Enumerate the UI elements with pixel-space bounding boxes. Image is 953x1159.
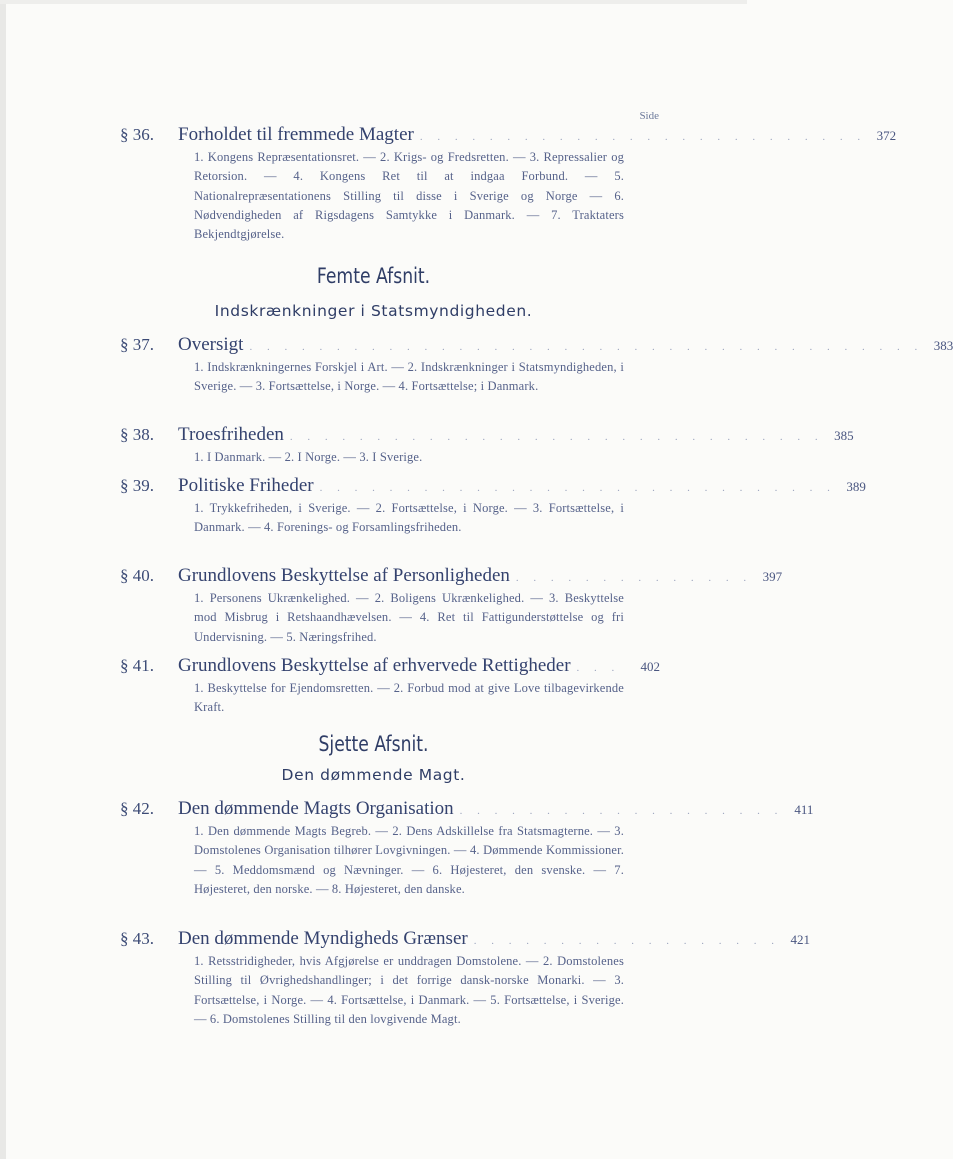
section-title: Den dømmende Magts Organisation bbox=[178, 798, 454, 819]
leader-dots: . . . . . . . . . . . . . . . . . . . . . . . . . . bbox=[419, 131, 867, 143]
page-number: 402 bbox=[640, 659, 660, 674]
page-number: 389 bbox=[846, 479, 866, 494]
toc-entry bbox=[120, 334, 953, 397]
toc-entry bbox=[120, 424, 854, 467]
toc-entry bbox=[120, 798, 814, 899]
section-summary: 1. Indskrænkningernes Forskjel i Art. — 2. Indskrænkninger i Statsmyndigheden, i Sverige. — 3. Fortsættelse, i Norge. — 4. Fortsættelse; i Danmark. bbox=[194, 360, 624, 394]
leader-dots: . . . . . . . . . . . . . . bbox=[515, 572, 753, 584]
toc-entry-header bbox=[120, 475, 866, 499]
page-number: 411 bbox=[794, 802, 814, 817]
toc-entry-header bbox=[120, 334, 953, 358]
section-summary: 1. Beskyttelse for Ejendomsretten. — 2. Forbud mod at give Love tilbagevirkende Kraft. bbox=[194, 681, 624, 715]
section-number: § 36. bbox=[120, 125, 154, 144]
part-subheading: Den dømmende Magt. bbox=[281, 766, 466, 784]
section-title: Oversigt bbox=[178, 334, 244, 355]
section-summary: 1. Den dømmende Magts Begreb. — 2. Dens Adskillelse fra Statsmagterne. — 3. Domstolenes Organisation tilhører Lovgivningen. — 4. Dømmende Kommissioner. — 5. Meddomsmænd og Nævninger. — 6. Højesteret, den svenske. — 7. Højesteret, den norske. — 8. Højesteret, den danske. bbox=[194, 824, 624, 896]
part-heading: Femte Afsnit. bbox=[316, 264, 431, 288]
leader-dots: . . . bbox=[576, 662, 621, 674]
section-summary: 1. Retsstridigheder, hvis Afgjørelse er unddragen Domstolene. — 2. Domstolenes Stilling til Øvrighedshandlinger; i det forrige dansk-norske Monarki. — 3. Fortsættelse, i Norge. — 4. Fortsættelse, i Danmark. — 5. Fortsættelse, i Sverige. — 6. Domstolenes Stilling til den lovgivende Magt. bbox=[194, 954, 624, 1026]
page-number: 385 bbox=[834, 428, 854, 443]
leader-dots: . . . . . . . . . . . . . . . . . . . bbox=[459, 805, 784, 817]
leader-dots: . . . . . . . . . . . . . . . . . . . . . . . . . . . . . . . . . . . . . . . bbox=[249, 341, 924, 353]
section-number: § 37. bbox=[120, 335, 154, 354]
page-number: 397 bbox=[762, 569, 783, 584]
section-title: Forholdet til fremmede Magter bbox=[178, 124, 414, 145]
part-subheading: Indskrænkninger i Statsmyndigheden. bbox=[214, 302, 533, 320]
section-title: Grundlovens Beskyttelse af Personligheden bbox=[178, 565, 510, 586]
toc-entry-header bbox=[120, 928, 810, 952]
toc-entry-header bbox=[120, 798, 814, 822]
leader-dots: . . . . . . . . . . . . . . . . . . . . . . . . . . . . . . bbox=[319, 482, 836, 494]
toc-entry bbox=[120, 475, 866, 538]
section-summary: 1. Trykkefriheden, i Sverige. — 2. Fortsættelse, i Norge. — 3. Fortsættelse, i Danmark. — 4. Forenings- og Forsamlingsfriheden. bbox=[194, 501, 624, 535]
section-number: § 39. bbox=[120, 476, 154, 495]
section-title: Troesfriheden bbox=[178, 424, 284, 445]
toc-entry bbox=[120, 655, 660, 718]
toc-entry bbox=[120, 928, 810, 1029]
section-number: § 43. bbox=[120, 929, 154, 948]
toc-entry-header bbox=[120, 124, 897, 148]
leader-dots: . . . . . . . . . . . . . . . . . . . . . . . . . . . . . . . bbox=[289, 431, 824, 443]
toc-entry-header bbox=[120, 565, 783, 589]
section-number: § 41. bbox=[120, 656, 154, 675]
section-summary: 1. Kongens Repræsentationsret. — 2. Krigs- og Fredsretten. — 3. Repressalier og Retorsion. — 4. Kongens Ret til at indgaa Forbund. — 5. Nationalrepræsentationens Stilling til disse i Sverige og Norge — 6. Nødvendigheden af Rigsdagens Samtykke i Danmark. — 7. Traktaters Bekjendtgjørelse. bbox=[194, 150, 624, 242]
page-number: 372 bbox=[876, 128, 897, 143]
part-heading: Sjette Afsnit. bbox=[318, 732, 429, 756]
leader-dots: . . . . . . . . . . . . . . . . . . bbox=[473, 935, 780, 947]
page-number: 421 bbox=[790, 932, 810, 947]
section-summary: 1. I Danmark. — 2. I Norge. — 3. I Sverige. bbox=[194, 450, 423, 464]
toc-entry bbox=[120, 124, 897, 244]
section-title: Den dømmende Myndigheds Grænser bbox=[178, 928, 468, 949]
section-title: Grundlovens Beskyttelse af erhvervede Rettigheder bbox=[178, 655, 571, 676]
section-number: § 38. bbox=[120, 425, 154, 444]
section-title: Politiske Friheder bbox=[178, 475, 314, 496]
toc-entry-header bbox=[120, 424, 854, 448]
page-number: 383 bbox=[933, 338, 953, 353]
section-summary: 1. Personens Ukrænkelighed. — 2. Boligens Ukrænkelighed. — 3. Beskyttelse mod Misbrug i Retshaandhævelsen. — 4. Ret til Fattigunderstøttelse og fri Undervisning. — 5. Næringsfrihed. bbox=[194, 591, 624, 644]
side-column-label: Side bbox=[639, 110, 659, 122]
toc-entry bbox=[120, 565, 783, 647]
section-number: § 40. bbox=[120, 566, 154, 585]
toc-entry-header bbox=[120, 655, 660, 679]
section-number: § 42. bbox=[120, 799, 154, 818]
